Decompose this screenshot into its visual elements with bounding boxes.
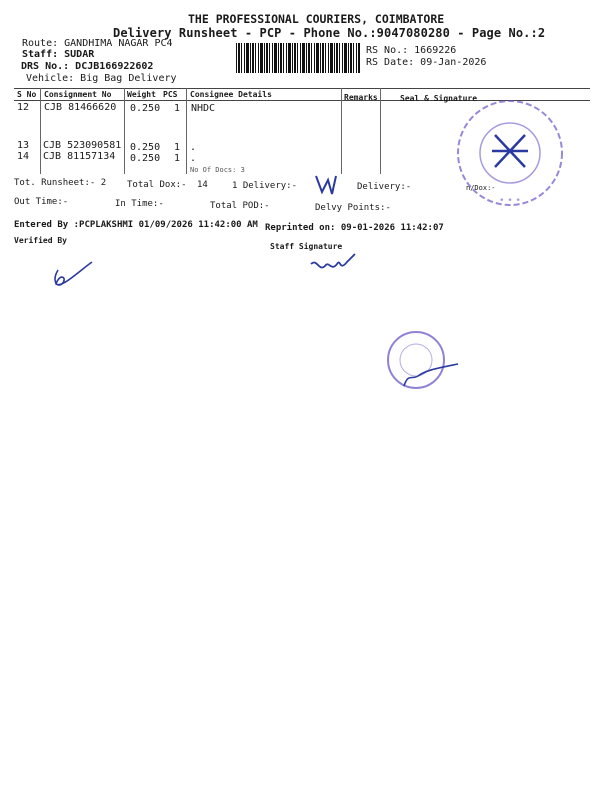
table-top-rule [14,88,590,89]
delivery-label-2: Delivery:- [357,182,412,192]
row-consignment: CJB 81466620 [44,102,117,113]
route-label: Route: GANDHIMA NAGAR PC4 [22,38,173,49]
row-consignee: NHDC [191,103,216,114]
vehicle-label: Vehicle: Big Bag Delivery [26,73,177,84]
col-divider [40,88,41,174]
staff-signature [305,250,360,280]
round-stamp [378,328,463,398]
tot-runsheet: Tot. Runsheet:- 2 [14,178,107,188]
barcode [236,43,360,73]
col-header-remarks: Remarks [344,93,378,102]
col-header-seal: Seal & Signature [400,94,478,103]
row-weight: 0.250 [130,103,161,114]
company-title: THE PROFESSIONAL COURIERS, COIMBATORE [188,12,445,26]
row-sno: 14 [17,151,30,162]
col-header-pcs: PCS [163,90,178,99]
col-header-sno: S No [17,90,37,99]
col-divider [341,88,342,174]
total-pod: Total POD:- [210,201,270,211]
verified-by: Verified By [14,236,67,245]
col-header-consignment: Consignment No [44,90,112,99]
reprinted-on: Reprinted on: 09-01-2026 11:42:07 [265,223,444,233]
svg-text:• • •: • • • [499,196,521,206]
col-header-consignee: Consignee Details [190,90,272,99]
rs-number: RS No.: 1669226 [366,45,457,56]
col-header-weight: Weight [127,90,156,99]
row-pcs: 1 [174,142,181,153]
company-seal-stamp [440,95,580,215]
row-pcs: 1 [174,153,181,164]
row-pcs: 1 [174,103,181,114]
verified-signature [48,258,98,293]
in-time: In Time:- [115,199,164,209]
non-dox-label: n/Dox:- [466,184,496,192]
row-consignee: . [190,142,197,153]
delivery-label-1: 1 Delivery:- [232,181,298,191]
row-sno: 12 [17,102,30,113]
row-consignment: CJB 523090581 [43,140,122,151]
total-dox-label: Total Dox:- [127,180,187,190]
delvy-points: Delvy Points:- [315,203,391,213]
col-divider [124,88,125,174]
no-of-docs: No Of Docs: 3 [190,166,245,174]
rs-date: RS Date: 09-Jan-2026 [366,57,487,68]
col-divider [186,88,187,174]
staff-signature-label: Staff Signature [270,242,343,251]
row-weight: 0.250 [130,153,161,164]
row-sno: 13 [17,140,30,151]
row-consignee: . [190,153,197,164]
runsheet-subtitle: Delivery Runsheet - PCP - Phone No.:9047080280 - Page No.:2 [113,26,546,40]
col-divider [380,88,381,174]
row-consignment: CJB 81157134 [43,151,116,162]
pen-mark [312,172,352,197]
total-dox-value: 14 [197,180,208,190]
out-time: Out Time:- [14,197,69,207]
drs-number: DRS No.: DCJB166922602 [21,61,154,72]
staff-label: Staff: SUDAR [22,49,95,60]
entered-by: Entered By :PCPLAKSHMI 01/09/2026 11:42:00 AM [14,220,258,230]
row-weight: 0.250 [130,142,161,153]
